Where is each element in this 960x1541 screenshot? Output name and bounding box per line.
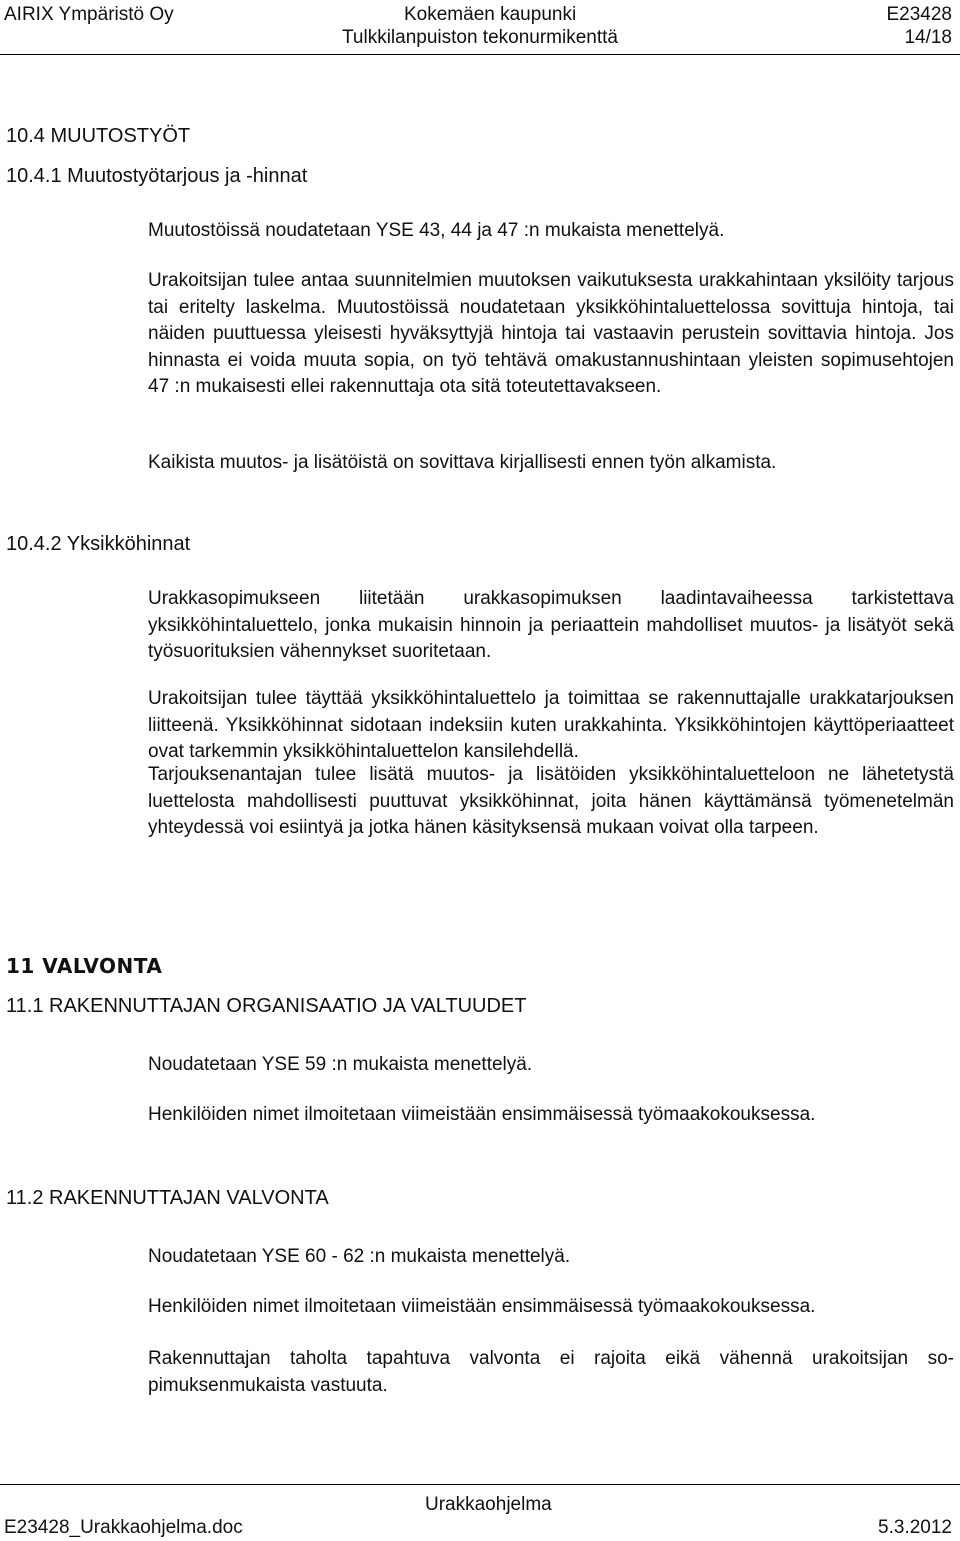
paragraph: Henkilöiden nimet ilmoitetaan viimeistään ensimmäisessä työmaakokouksessa.: [148, 1296, 816, 1317]
section-10-4-1-body-3: [148, 450, 954, 476]
section-10-4-1-body-2: [148, 268, 954, 401]
footer-doc-title: Urakkaohjelma: [425, 1494, 552, 1515]
heading-10-4-2: 10.4.2 Yksikköhinnat: [6, 533, 191, 555]
paragraph: Urakoitsijan tulee antaa suunnitelmien muutoksen vaikutuksesta urakkahintaan yksilöity tarjous tai eritelty laskelma. Muutostöissä noudatetaan yksikköhintaluettelossa sovittuja hintoja, tai näiden puuttuessa yleisesti hyväksyttyjä hintoja tai vastaavin perustein sovittavia hintoja. Jos hinnasta ei voida muuta sopia, on työ tehtävä omakustannushintaan yleisten sopimusehtojen 47 :n mukaisesti ellei rakennuttaja ota sitä toteutettavakseen.: [148, 270, 954, 397]
section-11-1-body-2: [148, 1102, 954, 1128]
heading-10-4-1: 10.4.1 Muutostyötarjous ja -hinnat: [6, 165, 308, 187]
section-10-4-2-body-3: [148, 762, 954, 842]
heading-11: 11 VALVONTA: [6, 954, 163, 978]
header-company: AIRIX Ympäristö Oy: [4, 4, 174, 25]
section-11-2-body-3: [148, 1346, 954, 1399]
paragraph: Noudatetaan YSE 60 - 62 :n mukaista menettelyä.: [148, 1246, 571, 1267]
paragraph: Rakennuttajan taholta tapahtuva valvonta ei rajoita eikä vähennä urakoitsijan sopimuksenmukaista vastuuta.: [148, 1348, 954, 1396]
heading-11-1: 11.1 RAKENNUTTAJAN ORGANISAATIO JA VALTUUDET: [6, 995, 527, 1017]
section-10-4-1-body: [148, 218, 954, 244]
section-11-1-body-1: [148, 1052, 954, 1078]
paragraph: Noudatetaan YSE 59 :n mukaista menettelyä.: [148, 1054, 533, 1075]
section-10-4-2-body-2: [148, 686, 954, 766]
section-10-4-2-body-1: [148, 586, 954, 666]
paragraph: Muutostöissä noudatetaan YSE 43, 44 ja 47 :n mukaista menettelyä.: [148, 220, 725, 241]
paragraph: Tarjouksenantajan tulee lisätä muutos- ja lisätöiden yksikköhintaluetteloon ne lähetetystä luettelosta mahdollisesti puuttuvat yksikköhinnat, joita hänen käyttämänsä työmenetelmän yhteydessä voi esiintyä ja jotka hänen käsityksensä mukaan voivat olla tarpeen.: [148, 764, 954, 838]
paragraph: Urakkasopimukseen liitetään urakkasopimuksen laadintavaiheessa tarkistettava yksikköhintaluettelo, jonka mukaisin hinnoin ja periaattein mahdolliset muutos- ja lisätyöt sekä työsuorituksien vähennykset suoritetaan.: [148, 588, 954, 662]
header-client: Kokemäen kaupunki: [404, 4, 577, 25]
section-11-2-body-1: [148, 1244, 954, 1270]
heading-10-4: 10.4 MUUTOSTYÖT: [6, 125, 191, 147]
header-page: 14/18: [904, 27, 952, 48]
footer-date: 5.3.2012: [878, 1517, 952, 1538]
heading-11-2: 11.2 RAKENNUTTAJAN VALVONTA: [6, 1187, 329, 1209]
footer-filename: E23428_Urakkaohjelma.doc: [4, 1517, 243, 1538]
paragraph: Henkilöiden nimet ilmoitetaan viimeistään ensimmäisessä työmaakokouksessa.: [148, 1104, 816, 1125]
paragraph: Kaikista muutos- ja lisätöistä on sovittava kirjallisesti ennen työn alkamista.: [148, 452, 777, 473]
section-11-2-body-2: [148, 1294, 954, 1320]
header-divider: [0, 54, 960, 55]
footer-divider: [0, 1484, 960, 1485]
paragraph: Urakoitsijan tulee täyttää yksikköhintaluettelo ja toimittaa se rakennuttajalle urakkatarjouksen liitteenä. Yksikköhinnat sidotaan indeksiin kuten urakkahinta. Yksikköhintojen käyttöperiaatteet ovat tarkemmin yksikköhintaluettelon kansilehdellä.: [148, 688, 954, 762]
header-project: Tulkkilanpuiston tekonurmikenttä: [342, 27, 618, 48]
header-code: E23428: [886, 4, 952, 25]
